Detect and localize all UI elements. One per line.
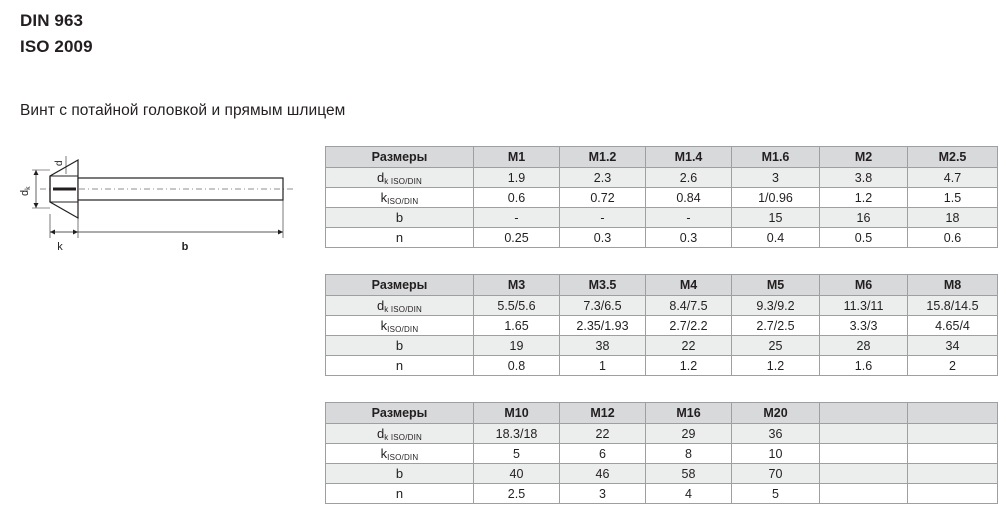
header-cell: M12 [560,403,646,424]
table-cell: 0.6 [908,228,998,248]
header-cell: M4 [646,275,732,296]
table-cell: 4.7 [908,168,998,188]
header-cell-empty [908,403,998,424]
table-cell: 4.65/4 [908,316,998,336]
table-cell: 18 [908,208,998,228]
table-row [326,356,998,376]
table-cell: 2.7/2.5 [732,316,820,336]
standard-din: DIN 963 [20,11,84,30]
table-cell: 7.3/6.5 [560,296,646,316]
table-cell: 1.2 [732,356,820,376]
header-cell: M2.5 [908,147,998,168]
header-cell: M10 [474,403,560,424]
table-cell-empty [908,464,998,484]
table-cell: 4 [646,484,732,504]
table-cell: 5 [474,444,560,464]
drawing-label-k: k [57,241,63,253]
table-header-row [326,275,998,296]
table-cell: 0.5 [820,228,908,248]
header-cell: M8 [908,275,998,296]
table-cell: 34 [908,336,998,356]
table-cell: 2.6 [646,168,732,188]
table-cell-empty [820,444,908,464]
table-cell: 1/0.96 [732,188,820,208]
table-cell: 5 [732,484,820,504]
dimension-table-3 [325,402,998,504]
drawing-label-b: b [181,241,189,253]
table-cell: 29 [646,424,732,444]
table-cell-empty [820,464,908,484]
row-label: n [326,356,474,376]
row-label: n [326,228,474,248]
header-cell: M6 [820,275,908,296]
table-cell: 15.8/14.5 [908,296,998,316]
table-row [326,464,998,484]
table-cell: 58 [646,464,732,484]
table-cell: 8.4/7.5 [646,296,732,316]
header-cell: M1.2 [560,147,646,168]
table-cell: 2 [908,356,998,376]
table-row [326,188,998,208]
table-cell: 2.5 [474,484,560,504]
table-cell: 36 [732,424,820,444]
header-cell-empty [820,403,908,424]
screw-technical-drawing [10,140,305,255]
table-cell: 22 [560,424,646,444]
table-cell: 2.3 [560,168,646,188]
table-cell: 15 [732,208,820,228]
table-row [326,296,998,316]
header-cell: M16 [646,403,732,424]
table-cell: 25 [732,336,820,356]
table-cell: 11.3/11 [820,296,908,316]
table-row [326,484,998,504]
row-label: dk ISO/DIN [326,424,474,444]
standard-iso: ISO 2009 [20,37,93,56]
table-cell: 5.5/5.6 [474,296,560,316]
dimension-table-1 [325,146,998,248]
table-cell: 0.84 [646,188,732,208]
row-label: n [326,484,474,504]
table-cell-empty [820,484,908,504]
header-cell: M1 [474,147,560,168]
table-cell: 19 [474,336,560,356]
drawing-label-dk: dk [19,186,32,196]
header-cell: M1.6 [732,147,820,168]
table-cell: 3 [732,168,820,188]
table-cell-empty [820,424,908,444]
table-row [326,444,998,464]
table-header-row [326,403,998,424]
table-cell-empty [908,484,998,504]
table-cell: 22 [646,336,732,356]
table-cell: 70 [732,464,820,484]
header-cell: M3.5 [560,275,646,296]
table-cell: 16 [820,208,908,228]
drawing-label-d: d [54,160,65,166]
table-cell: 38 [560,336,646,356]
table-cell: 1.65 [474,316,560,336]
table-cell: 18.3/18 [474,424,560,444]
row-label: kISO/DIN [326,188,474,208]
header-cell: M1.4 [646,147,732,168]
header-cell: M20 [732,403,820,424]
table-row [326,228,998,248]
table-row [326,424,998,444]
table-cell-empty [908,444,998,464]
table-cell: 0.3 [560,228,646,248]
table-cell: 46 [560,464,646,484]
table-cell: 2.35/1.93 [560,316,646,336]
dimension-table-2 [325,274,998,376]
row-label: dk ISO/DIN [326,296,474,316]
table-cell: 6 [560,444,646,464]
table-cell: 1 [560,356,646,376]
table-cell: 1.2 [646,356,732,376]
table-cell: 8 [646,444,732,464]
product-subtitle: Винт с потайной головкой и прямым шлицем [20,102,346,119]
table-cell: 40 [474,464,560,484]
table-cell: 3.3/3 [820,316,908,336]
table-cell: 0.25 [474,228,560,248]
table-row [326,316,998,336]
table-cell: 1.5 [908,188,998,208]
row-label: kISO/DIN [326,316,474,336]
table-cell: 3 [560,484,646,504]
header-cell: Размеры [326,403,474,424]
table-cell: 10 [732,444,820,464]
table-cell: - [560,208,646,228]
dimension-tables [325,146,997,530]
header-cell: M3 [474,275,560,296]
row-label: b [326,464,474,484]
table-cell: 1.6 [820,356,908,376]
table-cell: - [474,208,560,228]
table-cell: 2.7/2.2 [646,316,732,336]
table-cell: 28 [820,336,908,356]
row-label: kISO/DIN [326,444,474,464]
table-cell: 0.72 [560,188,646,208]
table-cell: 1.2 [820,188,908,208]
table-cell: 9.3/9.2 [732,296,820,316]
header-cell: M5 [732,275,820,296]
table-cell: 0.3 [646,228,732,248]
header-cell: Размеры [326,275,474,296]
table-cell: - [646,208,732,228]
table-cell: 0.6 [474,188,560,208]
standard-title [20,8,93,60]
table-cell: 0.4 [732,228,820,248]
row-label: dk ISO/DIN [326,168,474,188]
table-row [326,168,998,188]
table-row [326,208,998,228]
table-cell: 1.9 [474,168,560,188]
table-cell: 3.8 [820,168,908,188]
row-label: b [326,336,474,356]
table-cell: 0.8 [474,356,560,376]
table-cell-empty [908,424,998,444]
table-row [326,336,998,356]
header-cell: M2 [820,147,908,168]
row-label: b [326,208,474,228]
header-cell: Размеры [326,147,474,168]
table-header-row [326,147,998,168]
screw-drawing-svg [10,140,305,255]
